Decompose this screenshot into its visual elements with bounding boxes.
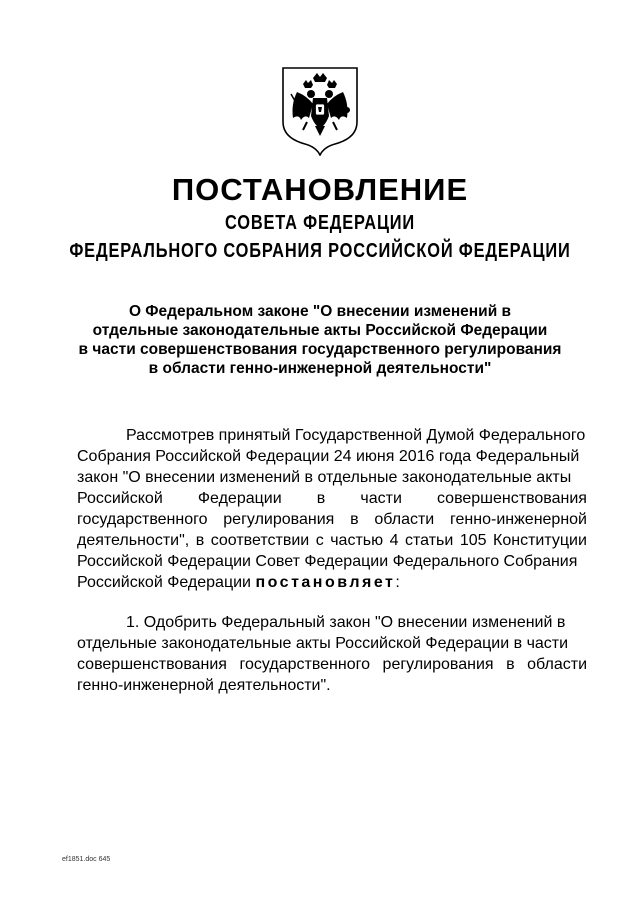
subject-line: О Федеральном законе "О внесении изменений в (128, 303, 512, 320)
word: Российской (77, 490, 163, 507)
paragraph-line (77, 509, 587, 530)
word: соответствии (210, 532, 310, 549)
paragraph-line: Российской Федерации Совет Федерации Федерального Собрания (77, 553, 578, 570)
word: регулирования (223, 511, 335, 528)
word: 105 (459, 532, 487, 549)
word: статьи (405, 532, 454, 549)
paragraph-line: генно-инженерной деятельности". (77, 677, 331, 694)
clause-1-paragraph (77, 612, 587, 696)
word: частью (330, 532, 384, 549)
word: совершенствования (436, 490, 587, 507)
line-prefix: Российской Федерации (77, 574, 256, 591)
word: генно-инженерной (450, 511, 587, 528)
word: регулирования (382, 656, 494, 673)
word: в (350, 511, 359, 528)
resolves-keyword: постановляет (255, 574, 396, 591)
paragraph-line (77, 530, 587, 551)
word: части (360, 490, 402, 507)
document-code: ef1851.doc 645 (62, 856, 111, 863)
word: государственного (77, 511, 208, 528)
subject-line: в области генно-инженерной деятельности" (148, 360, 492, 377)
word: 4 (389, 532, 399, 549)
document-title: ПОСТАНОВЛЕНИЕ (171, 172, 469, 207)
paragraph-line: Собрания Российской Федерации 24 июня 2016 года Федеральный (77, 448, 580, 465)
word: с (315, 532, 324, 549)
preamble-paragraph (77, 425, 587, 593)
word: совершенствования (77, 656, 227, 673)
word: в (506, 656, 515, 673)
paragraph-line (77, 488, 587, 509)
paragraph-line (77, 572, 587, 593)
paragraph-line: отдельные законодательные акты Российской Федерации в части (77, 635, 569, 652)
word: деятельности", (77, 532, 190, 549)
word: Федерации (197, 490, 282, 507)
word: государственного (239, 656, 370, 673)
paragraph-line: 1. Одобрить Федеральный закон "О внесении изменений в (126, 614, 566, 631)
word: области (374, 511, 435, 528)
paragraph-line: закон "О внесении изменений в отдельные законодательные акты (77, 469, 572, 486)
subject-line: отдельные законодательные акты Российской Федерации (92, 322, 548, 339)
issuer-line-1: СОВЕТА ФЕДЕРАЦИИ (225, 212, 415, 234)
line-suffix: : (395, 574, 400, 591)
resolution-subject (60, 302, 580, 378)
paragraph-line (77, 654, 587, 675)
word: в (316, 490, 326, 507)
word: области (527, 656, 587, 673)
paragraph-line: Рассмотрев принятый Государственной Думой Федерального (126, 427, 586, 444)
issuer-line-2: ФЕДЕРАЛЬНОГО СОБРАНИЯ РОССИЙСКОЙ ФЕДЕРАЦИИ (69, 240, 571, 262)
coat-of-arms-icon (277, 64, 363, 156)
word: в (195, 532, 205, 549)
subject-line: в части совершенствования государственного регулирования (78, 341, 562, 358)
word: Конституции (493, 532, 587, 549)
